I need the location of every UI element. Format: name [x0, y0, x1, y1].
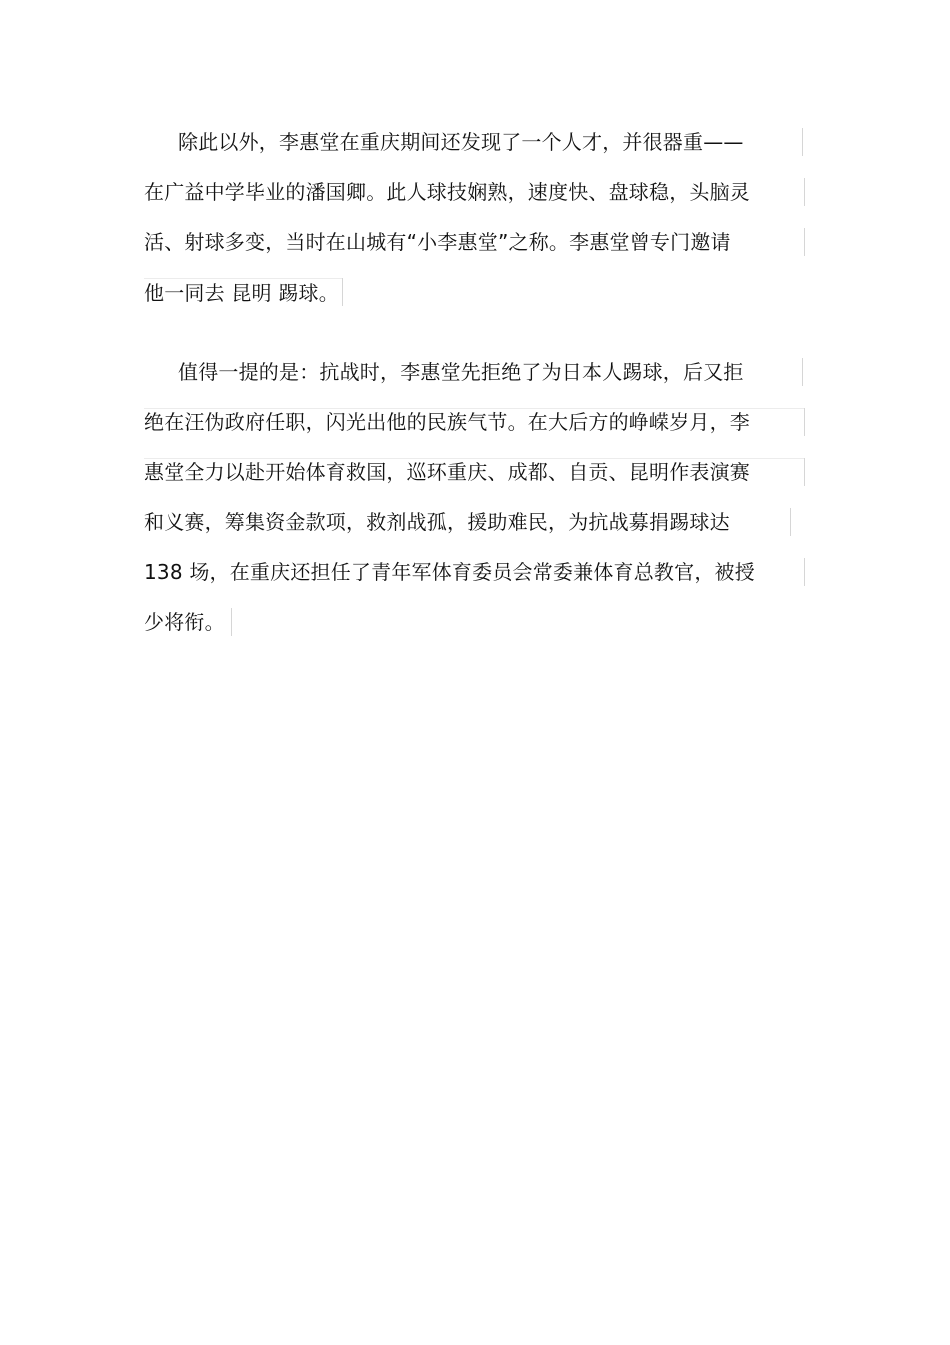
guide-rule [804, 408, 805, 436]
paragraph-2-line-6: 少将衔。 [144, 610, 225, 634]
guide-rule [802, 358, 803, 386]
paragraph-1-line-3: 活、射球多变，当时在山城有“小李惠堂”之称。李惠堂曾专门邀请 [144, 230, 731, 254]
guide-rule [790, 508, 791, 536]
paragraph-1-line-4: 他一同去 昆明 踢球。 [144, 281, 339, 305]
guide-rule [804, 228, 805, 256]
guide-rule [342, 278, 343, 306]
paragraph-2-line-1: 值得一提的是：抗战时，李惠堂先拒绝了为日本人踢球，后又拒 [178, 360, 744, 384]
guide-rule [804, 458, 805, 486]
paragraph-2-line-4: 和义赛，筹集资金款项，救剂战孤，援助难民，为抗战募捐踢球达 [144, 510, 730, 534]
guide-rule [144, 458, 804, 459]
guide-rule [231, 608, 232, 636]
paragraph-2-line-3: 惠堂全力以赴开始体育救国，巡环重庆、成都、自贡、昆明作表演赛 [144, 460, 750, 484]
paragraph-1-line-2: 在广益中学毕业的潘国卿。此人球技娴熟，速度快、盘球稳，头脑灵 [144, 180, 750, 204]
guide-rule [804, 558, 805, 586]
guide-rule [802, 128, 803, 156]
paragraph-1-line-1: 除此以外，李惠堂在重庆期间还发现了一个人才，并很器重—— [178, 130, 744, 154]
guide-rule [144, 278, 342, 279]
paragraph-2-line-5: 138 场，在重庆还担任了青年军体育委员会常委兼体育总教官，被授 [144, 560, 755, 584]
guide-rule [144, 408, 804, 409]
guide-rule [804, 178, 805, 206]
paragraph-2-line-2: 绝在汪伪政府任职，闪光出他的民族气节。在大后方的峥嵘岁月，李 [144, 410, 750, 434]
